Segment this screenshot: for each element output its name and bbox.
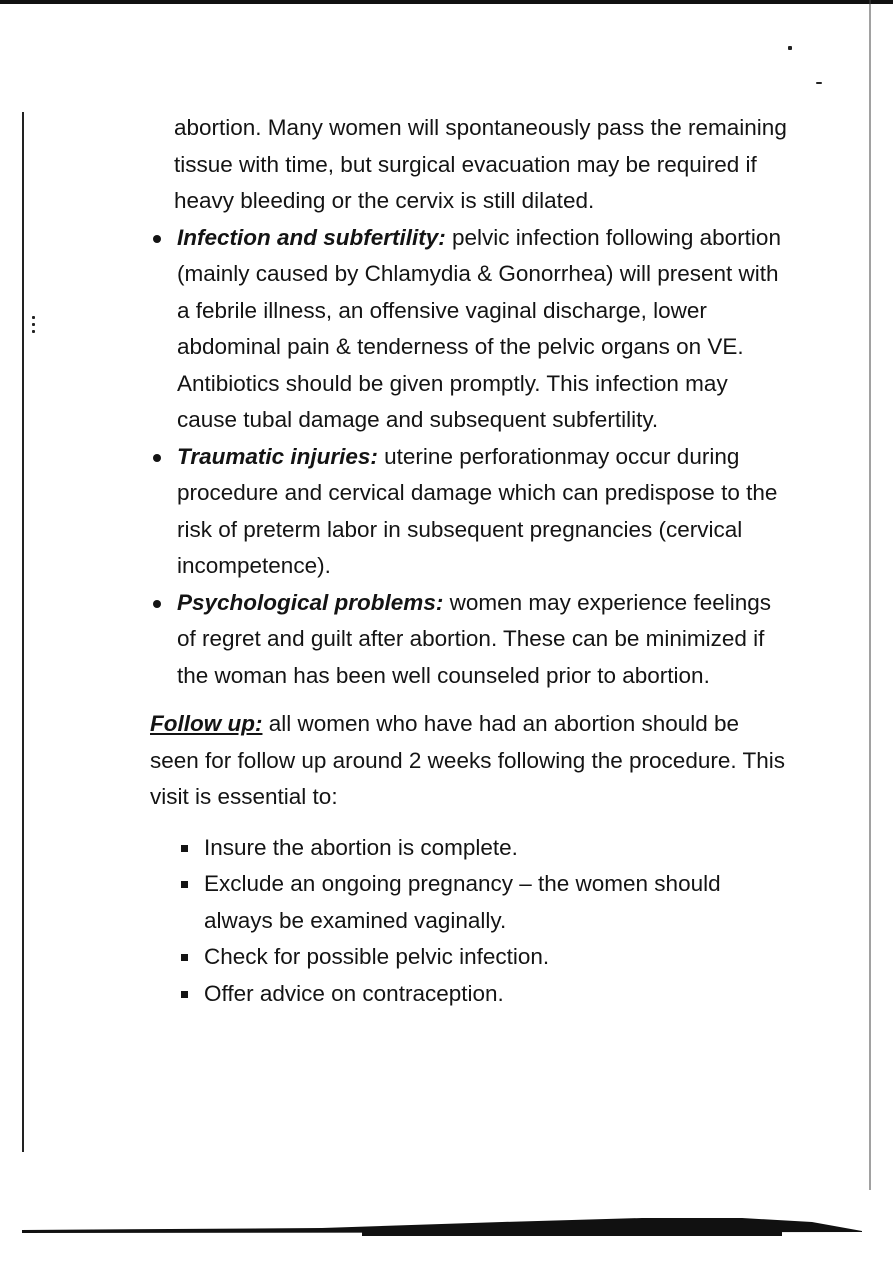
scan-speck <box>32 323 35 326</box>
scan-speck <box>32 316 35 319</box>
scan-speck <box>32 330 35 333</box>
complication-item <box>150 585 790 695</box>
complication-text: pelvic infection following abortion (mainly caused by Chlamydia & Gonorrhea) will present with a febrile illness, an offensive vaginal discharge, lower abdominal pain & tenderness of the pelvic organs on VE. Antibiotics should be given promptly. This infection may cause tubal damage and subsequent subfertility. <box>177 224 781 432</box>
checklist-item: Check for possible pelvic infection. <box>176 939 790 976</box>
complication-text: uterine perforationmay occur during procedure and cervical damage which can predispose to the risk of preterm labor in subsequent pregnancies (cervical incompetence). <box>177 443 778 578</box>
checklist-item: Exclude an ongoing pregnancy – the women should always be examined vaginally. <box>176 866 790 939</box>
complications-list <box>150 220 790 695</box>
follow-up-checklist <box>150 830 790 1013</box>
checklist-item: Offer advice on contraception. <box>176 976 790 1013</box>
complication-term: Infection and subfertility: <box>177 224 446 250</box>
document-page <box>150 110 790 1012</box>
complication-item <box>150 220 790 439</box>
checklist-item: Insure the abortion is complete. <box>176 830 790 867</box>
scan-speck <box>788 46 792 50</box>
follow-up-label: Follow up: <box>150 711 263 736</box>
complication-term: Traumatic injuries: <box>177 443 378 469</box>
complication-item <box>150 439 790 585</box>
follow-up-text: all women who have had an abortion should be seen for follow up around 2 weeks following the procedure. This visit is essential to: <box>150 711 785 809</box>
scan-top-edge <box>0 0 893 4</box>
complication-term: Psychological problems: <box>177 589 444 615</box>
complication-text: women may experience feelings of regret and guilt after abortion. These can be minimized if the woman has been well counseled prior to abortion. <box>177 589 771 688</box>
scan-speck <box>816 82 822 84</box>
scan-left-margin-rule <box>22 112 24 1152</box>
intro-paragraph: abortion. Many women will spontaneously pass the remaining tissue with time, but surgical evacuation may be required if heavy bleeding or the cervix is still dilated. <box>174 115 787 213</box>
scan-bottom-edge <box>22 1218 862 1236</box>
scan-right-edge <box>869 0 871 1190</box>
follow-up-paragraph <box>150 706 790 816</box>
